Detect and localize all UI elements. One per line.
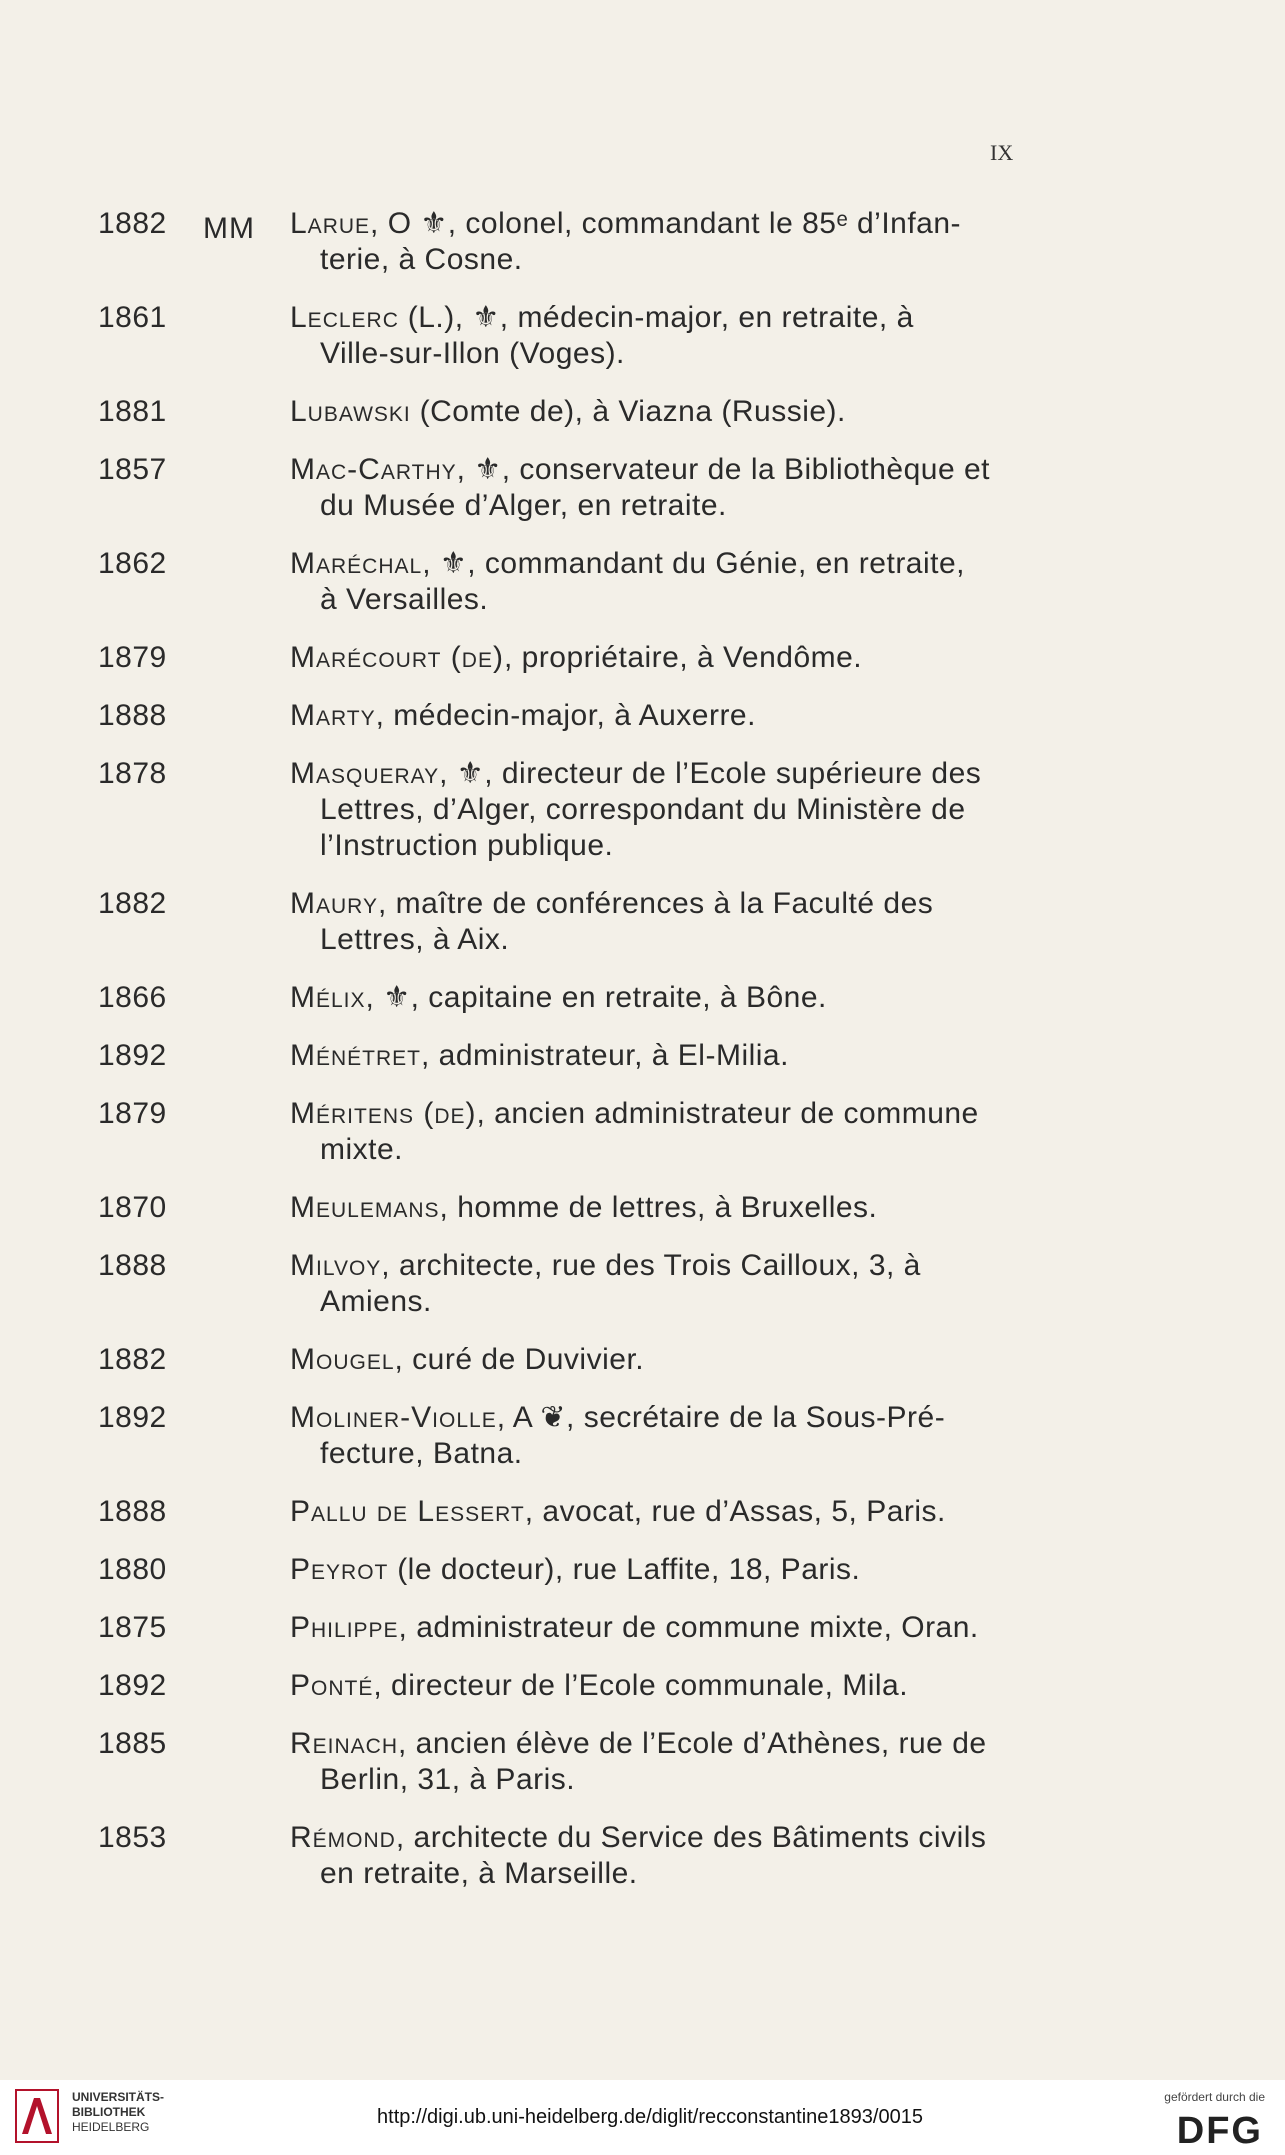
entry-text	[290, 1190, 1028, 1226]
entry-text	[290, 1726, 1028, 1798]
entry-text	[290, 1400, 1028, 1472]
list-item	[98, 1820, 1028, 1892]
entry-continuation: Lettres, d’Alger, correspondant du Ministère de	[320, 793, 966, 826]
member-name: Milvoy	[290, 1249, 382, 1282]
entry-text	[290, 1552, 1028, 1588]
entry-text	[290, 756, 1028, 864]
list-item	[98, 1610, 1028, 1646]
university-library-logo-icon	[14, 2088, 60, 2144]
entry-description: , avocat, rue d’Assas, 5, Paris.	[524, 1495, 946, 1528]
entry-continuation: terie, à Cosne.	[320, 243, 523, 276]
entry-year: 1875	[98, 1611, 167, 1644]
entry-description: , médecin-major, à Auxerre.	[375, 699, 756, 732]
list-item	[98, 1400, 1028, 1472]
entry-year: 1888	[98, 1495, 167, 1528]
list-item	[98, 1668, 1028, 1704]
entry-year: 1892	[98, 1039, 167, 1072]
entry-text	[290, 394, 1028, 430]
entry-description: , A ❦, secrétaire de la Sous-Pré-	[496, 1401, 946, 1434]
list-item	[98, 1552, 1028, 1588]
entry-description: , ⚜, capitaine en retraite, à Bône.	[365, 981, 827, 1014]
funding-label: gefördert durch die	[1164, 2090, 1265, 2104]
list-item	[98, 756, 1028, 864]
member-name: Mélix	[290, 981, 366, 1014]
entry-continuation: Berlin, 31, à Paris.	[320, 1763, 576, 1796]
list-item	[98, 394, 1028, 430]
entry-text	[290, 452, 1028, 524]
entry-description: , administrateur, à El-Milia.	[421, 1039, 789, 1072]
entry-year: 1878	[98, 757, 167, 790]
list-item	[98, 1726, 1028, 1798]
entry-text	[290, 698, 1028, 734]
entry-year: 1853	[98, 1821, 167, 1854]
member-name: Leclerc	[290, 301, 399, 334]
entry-description: , propriétaire, à Vendôme.	[503, 641, 863, 674]
entry-description: (Comte de), à Viazna (Russie).	[410, 395, 846, 428]
entry-year: 1885	[98, 1727, 167, 1760]
entry-description: , ancien élève de l’Ecole d’Athènes, rue de	[398, 1727, 987, 1760]
entry-description: , directeur de l’Ecole communale, Mila.	[373, 1669, 909, 1702]
entry-year: 1879	[98, 641, 167, 674]
entry-year: 1892	[98, 1401, 167, 1434]
list-item	[98, 640, 1028, 676]
list-item	[98, 1038, 1028, 1074]
member-name: Maury	[290, 887, 378, 920]
entry-year: 1866	[98, 981, 167, 1014]
entry-continuation: fecture, Batna.	[320, 1437, 523, 1470]
entry-text	[290, 1820, 1028, 1892]
entry-year: 1881	[98, 395, 167, 428]
honorific-prefix: MM	[203, 212, 255, 245]
entry-text	[290, 300, 1028, 372]
member-name: Mougel	[290, 1343, 395, 1376]
list-item	[98, 1342, 1028, 1378]
entry-year: 1870	[98, 1191, 167, 1224]
member-name: Maréchal	[290, 547, 423, 580]
entry-description: , ⚜, commandant du Génie, en retraite,	[422, 547, 966, 580]
list-item	[98, 886, 1028, 958]
entry-year: 1882	[98, 207, 167, 240]
list-item	[98, 698, 1028, 734]
entry-year: 1880	[98, 1553, 167, 1586]
member-name: Larue	[290, 207, 371, 240]
entry-description: (L.), ⚜, médecin-major, en retraite, à	[398, 301, 914, 334]
entry-description: , ⚜, directeur de l’Ecole supérieure des	[439, 757, 982, 790]
list-item	[98, 1190, 1028, 1226]
entry-year: 1892	[98, 1669, 167, 1702]
entry-description: , ancien administrateur de commune	[476, 1097, 979, 1130]
entry-continuation: mixte.	[320, 1133, 404, 1166]
entry-description: (le docteur), rue Laffite, 18, Paris.	[388, 1553, 861, 1586]
library-name-line3: HEIDELBERG	[72, 2120, 150, 2134]
member-name: Marécourt (de)	[290, 641, 504, 674]
entry-description: , administrateur de commune mixte, Oran.	[398, 1611, 979, 1644]
library-name	[72, 2090, 164, 2135]
entry-text	[290, 886, 1028, 958]
list-item	[98, 1494, 1028, 1530]
member-name: Mac-Carthy	[290, 453, 457, 486]
member-name: Marty	[290, 699, 376, 732]
entry-year: 1882	[98, 1343, 167, 1376]
entry-text	[290, 1038, 1028, 1074]
list-item	[98, 452, 1028, 524]
entry-description: , architecte du Service des Bâtiments civils	[395, 1821, 987, 1854]
entry-text	[290, 1610, 1028, 1646]
member-name: Meulemans	[290, 1191, 440, 1224]
entry-text	[290, 1668, 1028, 1704]
entry-text	[290, 640, 1028, 676]
entry-continuation: Lettres, à Aix.	[320, 923, 510, 956]
list-item	[98, 980, 1028, 1016]
entry-description: , ⚜, conservateur de la Bibliothèque et	[456, 453, 990, 486]
member-name: Pallu de Lessert	[290, 1495, 525, 1528]
member-name: Moliner-Violle	[290, 1401, 497, 1434]
entry-text	[290, 546, 1028, 618]
entry-text	[290, 1342, 1028, 1378]
list-item	[98, 300, 1028, 372]
member-name: Méritens (de)	[290, 1097, 477, 1130]
member-name: Philippe	[290, 1611, 399, 1644]
library-name-line2: BIBLIOTHEK	[72, 2105, 146, 2119]
entry-year: 1888	[98, 699, 167, 732]
entry-description: , curé de Duvivier.	[394, 1343, 645, 1376]
member-name: Peyrot	[290, 1553, 389, 1586]
entry-text	[290, 206, 1028, 278]
entry-year: 1882	[98, 887, 167, 920]
entry-continuation: Ville-sur-Illon (Voges).	[320, 337, 625, 370]
entry-text	[290, 1096, 1028, 1168]
page-number: IX	[990, 140, 1014, 165]
list-item	[98, 1096, 1028, 1168]
entry-description: , maître de conférences à la Faculté des	[377, 887, 934, 920]
list-item	[98, 206, 1028, 278]
footer	[0, 2080, 1285, 2155]
list-item	[98, 546, 1028, 618]
entry-description: , homme de lettres, à Bruxelles.	[439, 1191, 878, 1224]
entry-year: 1861	[98, 301, 167, 334]
entry-text	[290, 1494, 1028, 1530]
entry-continuation: en retraite, à Marseille.	[320, 1857, 638, 1890]
list-item	[98, 1248, 1028, 1320]
member-name: Ponté	[290, 1669, 374, 1702]
entry-year: 1879	[98, 1097, 167, 1130]
entry-continuation: à Versailles.	[320, 583, 489, 616]
entry-continuation: l’Instruction publique.	[320, 829, 614, 862]
member-list	[98, 206, 1028, 1914]
member-name: Lubawski	[290, 395, 411, 428]
entry-description: , architecte, rue des Trois Cailloux, 3, à	[381, 1249, 921, 1282]
dfg-logo: DFG	[1176, 2110, 1263, 2152]
entry-year: 1857	[98, 453, 167, 486]
entry-year: 1888	[98, 1249, 167, 1282]
member-name: Masqueray	[290, 757, 440, 790]
member-name: Reinach	[290, 1727, 399, 1760]
member-name: Ménétret	[290, 1039, 421, 1072]
entry-text	[290, 1248, 1028, 1320]
library-name-line1: UNIVERSITÄTS-	[72, 2090, 165, 2104]
member-name: Rémond	[290, 1821, 396, 1854]
entry-continuation: du Musée d’Alger, en retraite.	[320, 489, 727, 522]
entry-description: , O ⚜, colonel, commandant le 85ᵉ d’Infan-	[370, 207, 962, 240]
source-url-link[interactable]: http://digi.ub.uni-heidelberg.de/diglit/recconstantine1893/0015	[377, 2106, 923, 2128]
entry-year: 1862	[98, 547, 167, 580]
entry-text	[290, 980, 1028, 1016]
entry-continuation: Amiens.	[320, 1285, 432, 1318]
